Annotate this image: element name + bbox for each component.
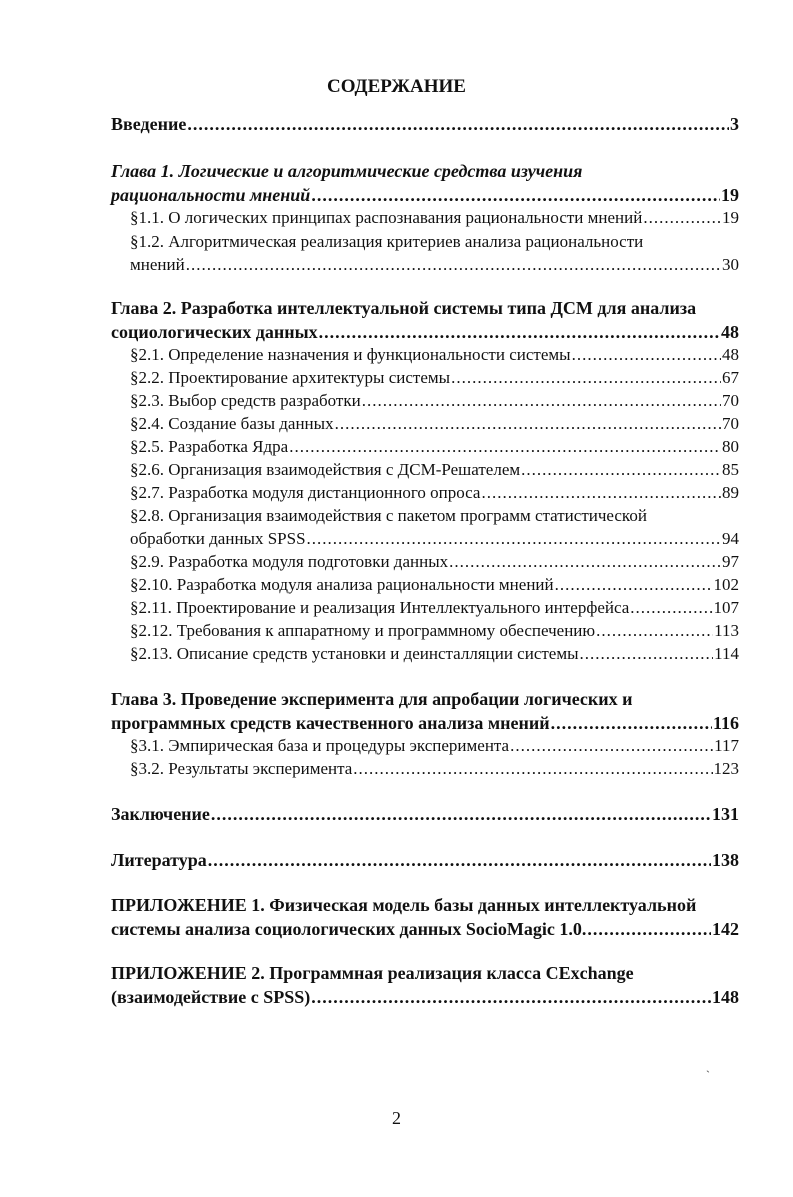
dot-leader (335, 412, 721, 436)
entry-text: §2.2. Проектирование архитектуры системы (130, 368, 451, 387)
entry-page: 94 (722, 529, 739, 548)
toc-entry-chapter-2 (111, 320, 739, 344)
entry-text: §1.1. О логических принципах распознавания рациональности мнений (130, 208, 643, 227)
entry-page: 89 (722, 483, 739, 502)
toc-entry-2-2 (130, 366, 739, 390)
entry-page: 3 (730, 114, 739, 134)
toc-entry-2-11 (130, 596, 739, 620)
toc-title: СОДЕРЖАНИЕ (327, 76, 466, 97)
dot-leader (319, 320, 720, 344)
section-1-2-heading: §1.2. Алгоритмическая реализация критериев анализа рациональности (130, 232, 644, 251)
entry-page: 117 (714, 736, 739, 755)
toc-entry-appendix-2 (111, 985, 739, 1009)
entry-text: Введение (111, 114, 187, 134)
entry-page: 116 (712, 713, 739, 733)
entry-page: 48 (721, 322, 739, 342)
entry-page: 107 (713, 598, 739, 617)
toc-entry-2-12 (130, 619, 739, 643)
entry-page: 85 (722, 460, 739, 479)
dot-leader (596, 619, 713, 643)
dot-leader (186, 253, 721, 277)
entry-page: 70 (722, 414, 739, 433)
dot-leader (208, 848, 711, 872)
chapter-2-heading: Глава 2. Разработка интеллектуальной системы типа ДСМ для анализа (111, 298, 697, 318)
dot-leader (362, 389, 721, 413)
dot-leader (311, 183, 720, 207)
toc-entry-3-1 (130, 734, 739, 758)
entry-text: социологических данных (111, 322, 318, 342)
toc-entry-2-6 (130, 458, 739, 482)
appendix-2-heading: ПРИЛОЖЕНИЕ 2. Программная реализация класса CExchange (111, 963, 634, 983)
dot-leader (587, 917, 711, 941)
dot-leader (630, 596, 712, 620)
entry-page: 138 (712, 850, 739, 870)
dot-leader (510, 734, 713, 758)
entry-text: §2.6. Организация взаимодействия с ДСМ-Решателем (130, 460, 521, 479)
toc-entry-1-1 (130, 206, 739, 230)
dot-leader (580, 642, 714, 666)
toc-entry-literature (111, 848, 739, 872)
entry-page: 123 (713, 759, 739, 778)
entry-page: 80 (722, 437, 739, 456)
toc-entry-2-1 (130, 343, 739, 367)
entry-text: (взаимодействие с SPSS) (111, 987, 311, 1007)
section-2-8-heading: §2.8. Организация взаимодействия с пакетом программ статистической (130, 506, 647, 525)
dot-leader (311, 985, 711, 1009)
appendix-1-heading: ПРИЛОЖЕНИЕ 1. Физическая модель базы данных интеллектуальной (111, 895, 697, 915)
dot-leader (307, 527, 721, 551)
entry-text: Заключение (111, 804, 210, 824)
toc-entry-conclusion (111, 802, 739, 826)
dot-leader (449, 550, 721, 574)
entry-text: §2.10. Разработка модуля анализа рациональности мнений (130, 575, 554, 594)
entry-page: 67 (722, 368, 739, 387)
entry-text: обработки данных SPSS (130, 529, 306, 548)
dot-leader (187, 112, 729, 136)
entry-page: 30 (722, 255, 739, 274)
toc-entry-2-13 (130, 642, 739, 666)
dot-leader (521, 458, 721, 482)
entry-text: системы анализа социологических данных SocioMagic 1.0. (111, 919, 587, 939)
entry-text: §2.12. Требования к аппаратному и программному обеспечению (130, 621, 596, 640)
entry-page: 148 (712, 987, 739, 1007)
entry-page: 48 (722, 345, 739, 364)
entry-page: 19 (721, 185, 739, 205)
entry-text: §2.5. Разработка Ядра (130, 437, 289, 456)
toc-entry-2-10 (130, 573, 739, 597)
entry-page: 131 (712, 804, 739, 824)
entry-text: мнений (130, 255, 185, 274)
toc-entry-1-2 (130, 253, 739, 277)
toc-entry-2-4 (130, 412, 739, 436)
entry-page: 97 (722, 552, 739, 571)
dot-leader (211, 802, 711, 826)
chapter-3-heading: Глава 3. Проведение эксперимента для апробации логических и (111, 689, 633, 709)
entry-page: 102 (713, 575, 739, 594)
toc-entry-intro (111, 112, 739, 136)
dot-leader (289, 435, 721, 459)
entry-text: §2.11. Проектирование и реализация Интеллектуального интерфейса (130, 598, 630, 617)
entry-text: §3.2. Результаты эксперимента (130, 759, 353, 778)
dot-leader (555, 573, 713, 597)
entry-text: Литература (111, 850, 207, 870)
entry-page: 113 (714, 621, 739, 640)
dot-leader (353, 757, 712, 781)
entry-text: §2.1. Определение назначения и функциональности системы (130, 345, 571, 364)
entry-page: 142 (712, 919, 739, 939)
toc-entry-2-8 (130, 527, 739, 551)
entry-text: §2.9. Разработка модуля подготовки данных (130, 552, 449, 571)
entry-text: §2.7. Разработка модуля дистанционного опроса (130, 483, 481, 502)
entry-text: программных средств качественного анализа мнений (111, 713, 550, 733)
stray-mark: ` (706, 1068, 710, 1082)
toc-entry-2-5 (130, 435, 739, 459)
dot-leader (451, 366, 721, 390)
entry-text: §2.3. Выбор средств разработки (130, 391, 361, 410)
toc-entry-3-2 (130, 757, 739, 781)
toc-entry-2-3 (130, 389, 739, 413)
chapter-1-heading: Глава 1. Логические и алгоритмические средства изучения (111, 161, 583, 181)
entry-text: рациональности мнений (111, 185, 311, 205)
dot-leader (551, 711, 712, 735)
entry-page: 114 (714, 644, 739, 663)
dot-leader (572, 343, 721, 367)
entry-page: 19 (722, 208, 739, 227)
entry-text: §2.13. Описание средств установки и деинсталляции системы (130, 644, 579, 663)
toc-entry-chapter-1 (111, 183, 739, 207)
toc-entry-2-7 (130, 481, 739, 505)
toc-entry-appendix-1 (111, 917, 739, 941)
dot-leader (643, 206, 721, 230)
toc-entry-2-9 (130, 550, 739, 574)
dot-leader (481, 481, 721, 505)
entry-text: §3.1. Эмпирическая база и процедуры эксперимента (130, 736, 510, 755)
toc-entry-chapter-3 (111, 711, 739, 735)
entry-text: §2.4. Создание базы данных (130, 414, 334, 433)
page-number: 2 (392, 1108, 401, 1128)
entry-page: 70 (722, 391, 739, 410)
